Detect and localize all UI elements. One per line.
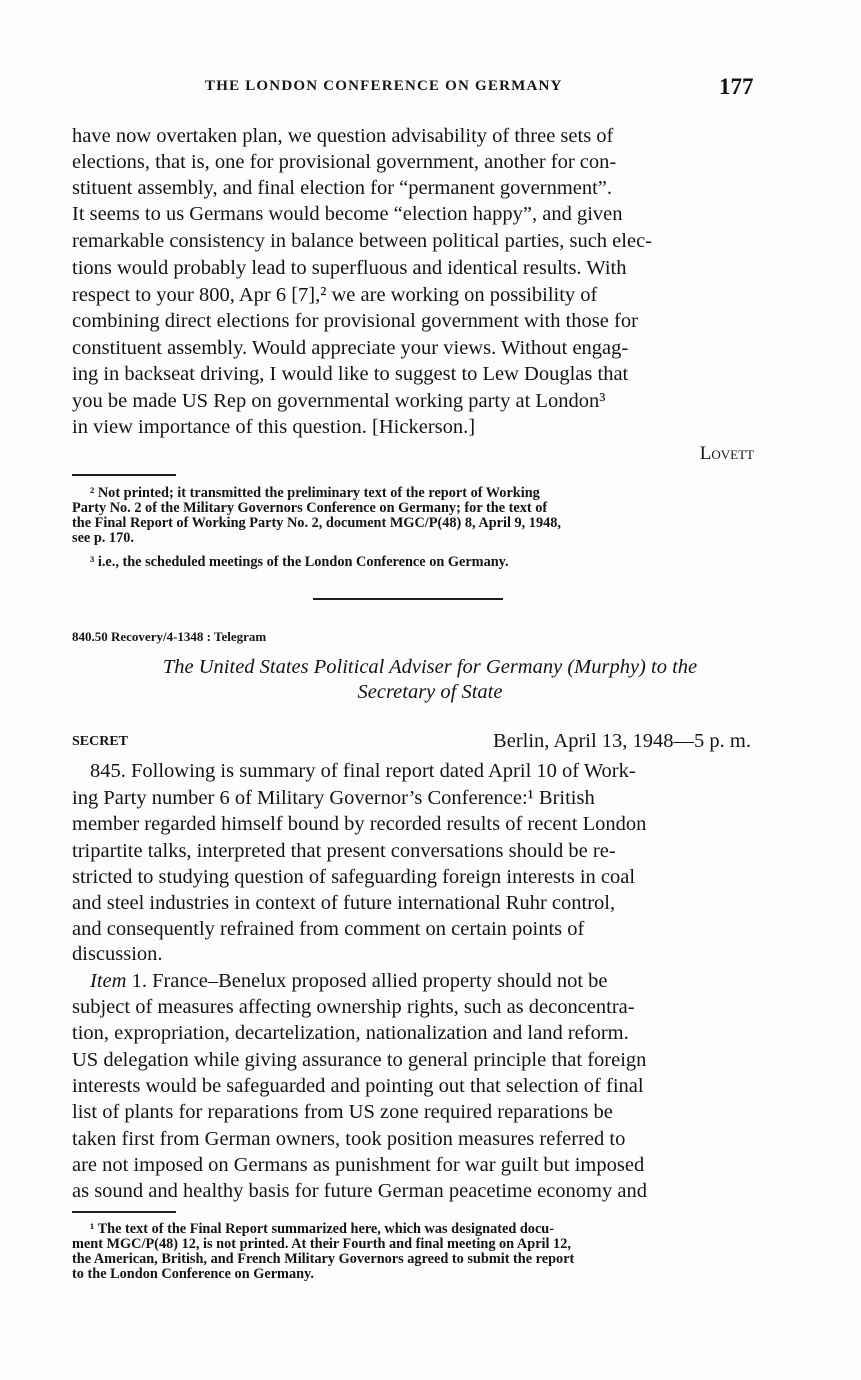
place-date: Berlin, April 13, 1948—5 p. m. <box>493 730 751 752</box>
item-label: Item <box>90 970 127 992</box>
file-reference: 840.50 Recovery/4-1348 : Telegram <box>72 629 267 644</box>
text-line: taken first from German owners, took position measures referred to <box>72 1128 626 1150</box>
footnote-line: ² Not printed; it transmitted the preliminary text of the report of Working <box>90 485 540 501</box>
text-line: US delegation while giving assurance to general principle that foreign <box>72 1049 647 1071</box>
text-line: interests would be safeguarded and pointing out that selection of final <box>72 1075 644 1097</box>
text-line: ing Party number 6 of Military Governor’s Conference:¹ British <box>72 787 595 809</box>
text-line: remarkable consistency in balance between political parties, such elec- <box>72 230 653 252</box>
text-line: stricted to studying question of safeguarding foreign interests in coal <box>72 866 636 888</box>
text-line: tions would probably lead to superfluous and identical results. With <box>72 257 627 279</box>
text-line: subject of measures affecting ownership rights, such as deconcentra- <box>72 996 635 1018</box>
text-line <box>90 968 608 995</box>
text-line: combining direct elections for provisional government with those for <box>72 310 638 332</box>
classification: SECRET <box>72 734 129 749</box>
text-line: 845. Following is summary of final report dated April 10 of Work- <box>90 760 636 782</box>
section-divider <box>313 598 503 600</box>
text-line: It seems to us Germans would become “election happy”, and given <box>72 203 623 225</box>
running-title: THE LONDON CONFERENCE ON GERMANY <box>205 78 563 94</box>
text-line: tion, expropriation, decartelization, nationalization and land reform. <box>72 1022 629 1044</box>
text-line: elections, that is, one for provisional government, another for con- <box>72 151 617 173</box>
text-line: have now overtaken plan, we question advisability of three sets of <box>72 125 614 147</box>
footnote-line: to the London Conference on Germany. <box>72 1266 314 1282</box>
document-title-line: The United States Political Adviser for Germany (Murphy) to the <box>162 656 698 678</box>
text-line: discussion. <box>72 943 163 965</box>
footnote-line: the Final Report of Working Party No. 2, document MGC/P(48) 8, April 9, 1948, <box>72 515 561 531</box>
text-line: respect to your 800, Apr 6 [7],² we are working on possibility of <box>72 284 598 306</box>
footnote-line: the American, British, and French Military Governors agreed to submit the report <box>72 1251 575 1267</box>
text-line: and steel industries in context of future international Ruhr control, <box>72 892 616 914</box>
text-line: and consequently refrained from comment on certain points of <box>72 918 585 940</box>
text-line: list of plants for reparations from US zone required reparations be <box>72 1101 613 1123</box>
text-line: stituent assembly, and final election for “permanent government”. <box>72 177 613 199</box>
footnote-line: ¹ The text of the Final Report summarized here, which was designated docu- <box>90 1221 555 1237</box>
document-title-line: Secretary of State <box>357 681 503 703</box>
text-line: member regarded himself bound by recorded results of recent London <box>72 813 647 835</box>
item-text: 1. France–Benelux proposed allied property should not be <box>126 970 608 992</box>
footnote-divider <box>72 474 176 476</box>
footnote-line: ment MGC/P(48) 12, is not printed. At their Fourth and final meeting on April 12, <box>72 1236 571 1252</box>
footnote-line: ³ i.e., the scheduled meetings of the London Conference on Germany. <box>90 554 509 570</box>
footnote-line: Party No. 2 of the Military Governors Conference on Germany; for the text of <box>72 500 548 516</box>
text-line: as sound and healthy basis for future German peacetime economy and <box>72 1180 647 1202</box>
text-line: you be made US Rep on governmental working party at London³ <box>72 390 606 412</box>
signature: Lovett <box>699 443 754 464</box>
text-line: in view importance of this question. [Hickerson.] <box>72 416 476 438</box>
text-line: tripartite talks, interpreted that present conversations should be re- <box>72 840 616 862</box>
document-title <box>60 655 800 705</box>
page-number: 177 <box>719 74 754 99</box>
footnote-line: see p. 170. <box>72 530 134 546</box>
text-line: are not imposed on Germans as punishment for war guilt but imposed <box>72 1154 645 1176</box>
text-line: constituent assembly. Would appreciate your views. Without engag- <box>72 337 629 359</box>
footnote-divider <box>72 1211 176 1213</box>
text-line: ing in backseat driving, I would like to suggest to Lew Douglas that <box>72 363 629 385</box>
